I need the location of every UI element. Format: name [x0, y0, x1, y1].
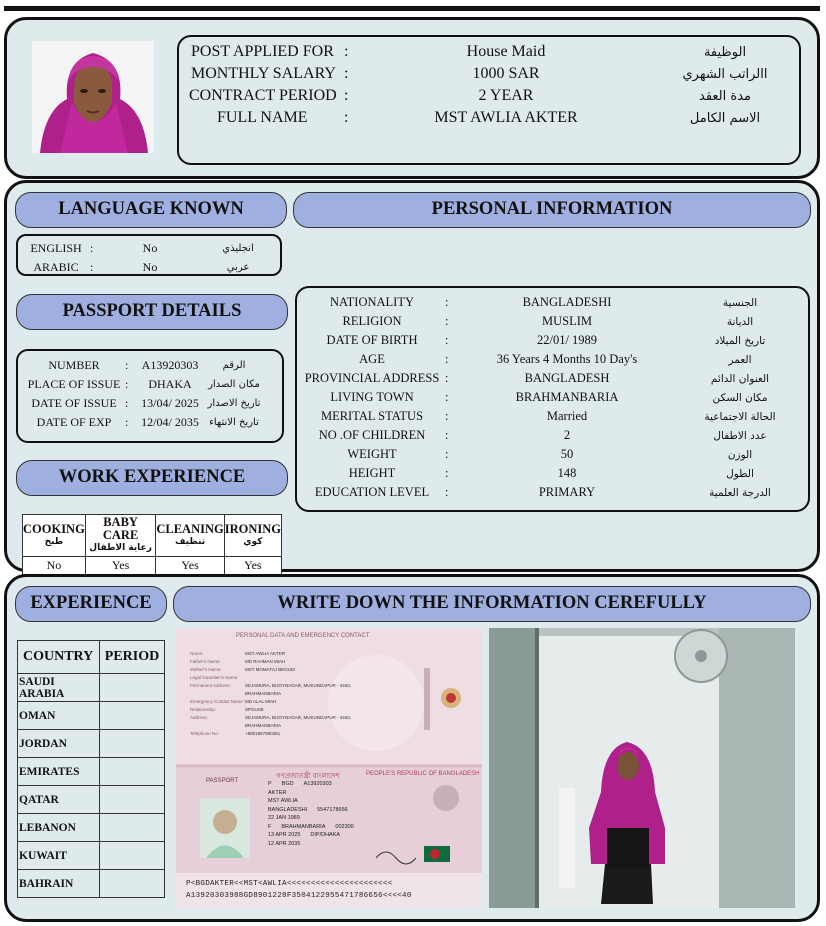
scan-field-value: SEJAMURA, BIJOYNAGAR, MUKUNDAPUR - 3460, BRAHMANBARIA [245, 715, 352, 728]
scan-data-line [268, 831, 418, 840]
scan-data-line [268, 806, 418, 815]
personal-row-colon: : [445, 466, 449, 480]
experience-country: OMAN [18, 702, 100, 730]
header-row: FULL NAME : MST AWLIA AKTER الاسم الكامل [217, 109, 761, 126]
personal-row-colon: : [445, 371, 449, 385]
language-row-colon: : [90, 241, 94, 255]
scan-field-key: Address: [190, 715, 208, 720]
work-value-cell: Yes [85, 557, 156, 575]
scan-field-key: Name: [190, 651, 204, 656]
experience-period-cell[interactable] [100, 758, 165, 786]
experience-row [18, 674, 165, 702]
passport-row: DATE OF ISSUE : 13/04/ 2025 تاريخ الاصدار [31, 396, 261, 410]
experience-period-cell[interactable] [100, 702, 165, 730]
personal-row-colon: : [445, 485, 449, 499]
passport-scan-bn-title: গণপ্রজাতন্ত্রী বাংলাদেশ [276, 772, 340, 780]
personal-row: DATE OF BIRTH : 22/01/ 1989 تاريخ الميلاد [326, 333, 766, 347]
header-colon: : [344, 43, 349, 60]
profile-photo [32, 41, 154, 153]
scan-surname: AKTER [268, 789, 287, 796]
scan-nationality: BANGLADESHI [268, 806, 308, 813]
scan-field-key: Emergency Contact Name: [190, 699, 245, 704]
experience-row [18, 870, 165, 898]
scan-data-line [268, 840, 418, 849]
scan-field-value: MST AWLIA AKTER [245, 651, 286, 656]
personal-row: EDUCATION LEVEL : PRIMARY الدرجة العلمية [314, 485, 771, 499]
passport-row-colon: : [125, 377, 129, 391]
personal-row-colon: : [445, 428, 449, 442]
header-panel [4, 17, 820, 179]
experience-header-cell: PERIOD [100, 641, 165, 674]
language-row: ARABIC : No عربي [33, 260, 250, 274]
passport-scan-label: PASSPORT [206, 778, 239, 784]
experience-period-cell[interactable] [100, 842, 165, 870]
scan-sex: F [268, 823, 272, 830]
personal-row: WEIGHT : 50 الوزن [347, 447, 753, 461]
scan-field [190, 658, 390, 666]
personal-row-colon: : [445, 295, 449, 309]
scan-pid: 5547178656 [317, 806, 348, 813]
experience-row [18, 702, 165, 730]
scan-field-key: Permanent Address: [190, 683, 231, 688]
passport-row: PLACE OF ISSUE : DHAKA مكان الصدار [27, 377, 260, 391]
passport-row-colon: : [125, 415, 129, 429]
header-row: POST APPLIED FOR : House Maid الوظيفة [191, 43, 747, 60]
work-header-en: CLEANING [156, 521, 224, 536]
experience-table [17, 640, 165, 898]
personal-row: NATIONALITY : BANGLADESHI الجنسية [330, 295, 758, 309]
personal-row: MERITAL STATUS : Married الحالة الاجتماعية [320, 409, 776, 423]
scan-field-key: Legal Guardian's Name: [190, 675, 239, 680]
passport-scan-top-title: PERSONAL DATA AND EMERGENCY CONTACT [236, 633, 370, 639]
passport-row-colon: : [125, 396, 129, 410]
header-colon: : [344, 65, 349, 82]
scan-country-code: BGD [281, 781, 294, 787]
scan-field [190, 714, 390, 730]
scan-data-line [268, 823, 418, 832]
experience-country: JORDAN [18, 730, 100, 758]
work-header-ar: تنظيف [174, 536, 206, 547]
personal-row: PROVINCIAL ADDRESS : BANGLADESH العنوان الدائم [304, 371, 770, 385]
passport-scan-country-title: PEOPLE'S REPUBLIC OF BANGLADESH [366, 771, 480, 777]
scan-data-line [268, 814, 418, 823]
scan-field-value: MST MOMATAJ BEGUM [245, 667, 295, 672]
scan-field [190, 650, 390, 658]
scan-field-value: MD ALAL MIAH [245, 699, 277, 704]
passport-scan-fields [190, 650, 390, 738]
scan-issue-no: 002300 [335, 823, 354, 830]
scan-field-value [245, 674, 385, 682]
personal-row-colon: : [445, 409, 449, 423]
scan-expiry: 12 APR 2035 [268, 840, 301, 847]
scan-dob: 22 JAN 1989 [268, 815, 300, 821]
language-row: ENGLISH : No انجليذي [30, 241, 254, 255]
scan-field [190, 730, 390, 738]
scan-field-key: Telephone No: [190, 731, 220, 736]
passport-scan-mrz-1: P<BGDAKTER<<MST<AWLIA<<<<<<<<<<<<<<<<<<<<<< [186, 880, 393, 888]
scan-passport-no: A13920303 [303, 781, 332, 787]
details-panel [4, 180, 820, 572]
passport-row-colon: : [125, 358, 129, 372]
header-label: POST APPLIED FOR [191, 43, 334, 60]
scan-given: MST AWLIA [268, 798, 298, 804]
top-rule [4, 6, 820, 11]
personal-row-colon: : [445, 314, 449, 328]
write-down-heading: WRITE DOWN THE INFORMATION CEREFULLY [173, 586, 811, 622]
scan-issue-date: 13 APR 2025 [268, 832, 301, 838]
language-row-colon: : [90, 260, 94, 274]
work-experience-table [22, 514, 282, 575]
scan-field-value: +8801957980361 [245, 731, 281, 736]
experience-period-cell[interactable] [100, 814, 165, 842]
passport-row: DATE OF EXP : 12/04/ 2035 تاريخ الانتهاء [36, 415, 259, 429]
scan-field-value: SPOUSE [245, 707, 264, 712]
experience-row [18, 758, 165, 786]
experience-panel [4, 574, 820, 922]
work-header-cell [23, 515, 86, 557]
experience-row [18, 786, 165, 814]
experience-country: KUWAIT [18, 842, 100, 870]
scan-authority: DIP/DHAKA [310, 832, 341, 838]
header-info-box [177, 35, 801, 165]
header-row: CONTRACT PERIOD : 2 YEAR مدة العقد [189, 87, 751, 104]
scan-field [190, 698, 390, 706]
header-label: CONTRACT PERIOD [189, 87, 337, 104]
experience-header-cell: COUNTRY [18, 641, 100, 674]
experience-period-cell[interactable] [100, 870, 165, 898]
personal-row: RELIGION : MUSLIM الديانة [342, 314, 754, 328]
work-header-ar: رعاية الاطفال [89, 543, 152, 553]
work-header-en: IRONING [224, 521, 281, 536]
experience-country: QATAR [18, 786, 100, 814]
scan-field [190, 666, 390, 674]
scan-field-key: Relationship: [190, 707, 217, 712]
work-experience-heading: WORK EXPERIENCE [16, 460, 288, 496]
experience-row [18, 814, 165, 842]
scan-field-key: Father's Name: [190, 659, 221, 664]
experience-period-cell[interactable] [100, 730, 165, 758]
scan-field [190, 682, 390, 698]
passport-scan-image [176, 628, 482, 908]
personal-information-heading: PERSONAL INFORMATION [293, 192, 811, 228]
experience-country: BAHRAIN [18, 870, 100, 898]
personal-row-colon: : [445, 390, 449, 404]
work-value-cell: No [23, 557, 86, 575]
work-header-cell [156, 515, 224, 557]
personal-row-colon: : [445, 333, 449, 347]
scan-birthplace: BRAHMANBARIA [281, 823, 326, 830]
work-header-cell [224, 515, 281, 557]
scan-data-line [268, 789, 418, 798]
work-value-cell: Yes [156, 557, 224, 575]
language-known-heading: LANGUAGE KNOWN [15, 192, 287, 228]
personal-row: LIVING TOWN : BRAHMANBARIA مكان السكن [330, 390, 768, 404]
scan-field-value: MD RAHMAN MIAH [245, 659, 286, 664]
experience-period-cell[interactable] [100, 674, 165, 702]
personal-info-box [295, 286, 810, 512]
passport-details-heading: PASSPORT DETAILS [16, 294, 288, 330]
scan-p-type: P [268, 781, 272, 787]
personal-row: AGE : 36 Years 4 Months 10 Day's العمر [359, 352, 752, 366]
experience-period-cell[interactable] [100, 786, 165, 814]
experience-row [18, 842, 165, 870]
scan-field-key: Mother's Name: [190, 667, 222, 672]
personal-row: HEIGHT : 148 الطول [348, 466, 754, 480]
passport-row: NUMBER : A13920303 الرقم [48, 358, 246, 372]
header-colon: : [344, 87, 349, 104]
experience-heading: EXPERIENCE [15, 586, 167, 622]
personal-row-colon: : [445, 447, 449, 461]
language-box [16, 234, 282, 276]
work-header-en: BABY CARE [102, 515, 139, 542]
scan-field-value: SEJAMURA, BIJOYNAGAR, MUKUNDAPUR - 3460, BRAHMANBARIA [245, 683, 352, 696]
full-body-photo [489, 628, 795, 908]
scan-field [190, 706, 390, 714]
passport-scan-mrz-2: A13920303988GD8901228F3504122955471786656<<<<40 [186, 892, 412, 900]
passport-scan-data [268, 780, 418, 848]
work-header-cell [85, 515, 156, 557]
header-colon: : [344, 109, 349, 126]
personal-row: NO .OF CHILDREN : 2 عدد الاطفال [318, 428, 767, 442]
experience-country: SAUDI ARABIA [18, 674, 100, 702]
header-label: MONTHLY SALARY [191, 65, 336, 82]
experience-country: EMIRATES [18, 758, 100, 786]
scan-field [190, 674, 390, 682]
work-header-ar: طبخ [44, 536, 64, 547]
experience-header-row [18, 641, 165, 674]
work-header-en: COOKING [23, 521, 85, 536]
header-row: MONTHLY SALARY : 1000 SAR االراتب الشهري [191, 65, 768, 82]
scan-data-line [268, 780, 418, 789]
scan-data-line [268, 797, 418, 806]
personal-row-colon: : [445, 352, 449, 366]
work-header-ar: كوي [243, 536, 263, 547]
work-value-cell: Yes [224, 557, 281, 575]
experience-row [18, 730, 165, 758]
experience-country: LEBANON [18, 814, 100, 842]
header-label: FULL NAME [217, 109, 308, 126]
passport-box [16, 349, 284, 443]
